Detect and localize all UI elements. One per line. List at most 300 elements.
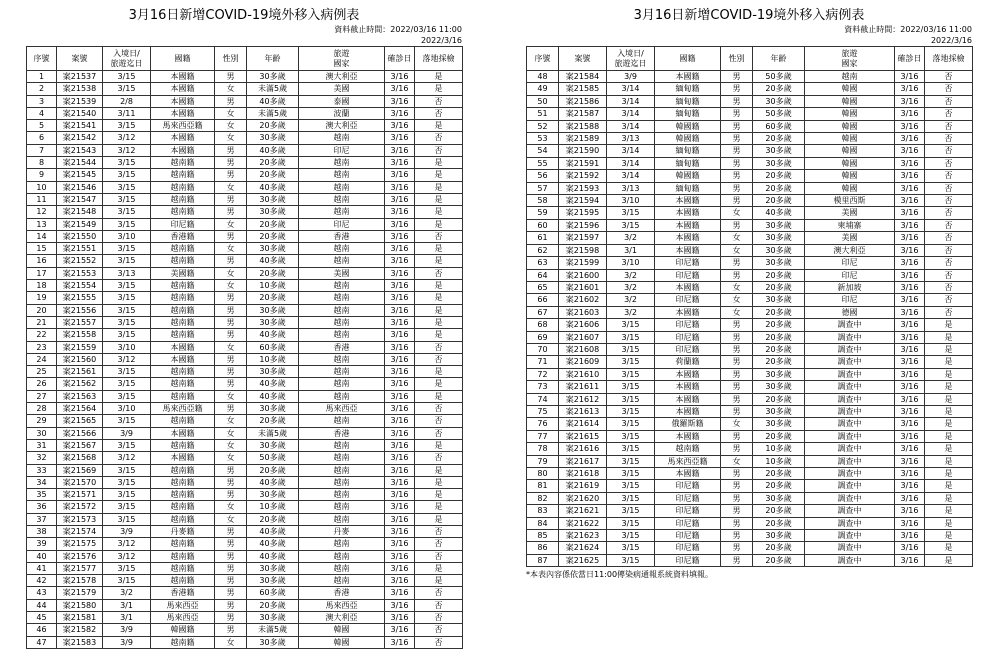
table-row bbox=[27, 476, 463, 488]
table-row bbox=[27, 624, 463, 636]
cell-seq: 61 bbox=[527, 232, 559, 244]
cell-case-no: 案21558 bbox=[57, 329, 103, 341]
cell-arrival-test: 是 bbox=[925, 492, 973, 504]
cell-age: 20多歲 bbox=[753, 393, 805, 405]
cell-arrival-test: 是 bbox=[415, 378, 463, 390]
cell-age: 20多歲 bbox=[753, 331, 805, 343]
header-confirm-date: 確診日 bbox=[385, 47, 415, 71]
table-row bbox=[27, 378, 463, 390]
cell-nationality: 印尼籍 bbox=[151, 218, 215, 230]
cell-travel-country: 越南 bbox=[299, 464, 385, 476]
table-row bbox=[27, 169, 463, 181]
cell-nationality: 越南籍 bbox=[151, 415, 215, 427]
cell-nationality: 越南籍 bbox=[151, 378, 215, 390]
cell-case-no: 案21613 bbox=[559, 405, 607, 417]
cell-arrival-test: 是 bbox=[415, 464, 463, 476]
cell-entry-date: 3/2 bbox=[607, 269, 655, 281]
cell-travel-country: 馬來西亞 bbox=[299, 403, 385, 415]
cell-arrival-test: 否 bbox=[415, 415, 463, 427]
cell-seq: 23 bbox=[27, 341, 57, 353]
cell-travel-country: 越南 bbox=[299, 366, 385, 378]
footnote: *本表內容係依當日11:00傳染病通報系統資料填報。 bbox=[526, 570, 714, 580]
cell-entry-date: 3/1 bbox=[103, 612, 151, 624]
table-row bbox=[527, 306, 973, 318]
cell-entry-date: 3/13 bbox=[103, 267, 151, 279]
table-row bbox=[27, 267, 463, 279]
cell-case-no: 案21575 bbox=[57, 538, 103, 550]
cell-travel-country: 澳大利亞 bbox=[805, 244, 895, 256]
cell-case-no: 案21549 bbox=[57, 218, 103, 230]
cell-travel-country: 越南 bbox=[299, 304, 385, 316]
table-row bbox=[27, 636, 463, 648]
table-row bbox=[527, 430, 973, 442]
cell-confirm-date: 3/16 bbox=[385, 83, 415, 95]
cell-travel-country: 波蘭 bbox=[299, 107, 385, 119]
cell-sex: 男 bbox=[721, 120, 753, 132]
cell-case-no: 案21616 bbox=[559, 443, 607, 455]
cell-nationality: 越南籍 bbox=[151, 292, 215, 304]
cell-age: 50多歲 bbox=[753, 71, 805, 83]
table-row bbox=[27, 230, 463, 242]
cell-nationality: 越南籍 bbox=[151, 513, 215, 525]
cell-confirm-date: 3/16 bbox=[385, 341, 415, 353]
table-row bbox=[527, 157, 973, 169]
cell-seq: 44 bbox=[27, 599, 57, 611]
cell-seq: 57 bbox=[527, 182, 559, 194]
cell-nationality: 越南籍 bbox=[151, 464, 215, 476]
cell-sex: 男 bbox=[721, 530, 753, 542]
table-row bbox=[527, 182, 973, 194]
cell-case-no: 案21580 bbox=[57, 599, 103, 611]
cell-travel-country: 越南 bbox=[299, 255, 385, 267]
table-row bbox=[527, 170, 973, 182]
cell-arrival-test: 否 bbox=[415, 538, 463, 550]
cell-age: 40多歲 bbox=[247, 525, 299, 537]
cell-case-no: 案21588 bbox=[559, 120, 607, 132]
cell-confirm-date: 3/16 bbox=[895, 443, 925, 455]
cell-seq: 29 bbox=[27, 415, 57, 427]
cell-entry-date: 3/15 bbox=[103, 415, 151, 427]
cell-case-no: 案21592 bbox=[559, 170, 607, 182]
cell-age: 30多歲 bbox=[247, 316, 299, 328]
cell-entry-date: 3/15 bbox=[103, 255, 151, 267]
cell-confirm-date: 3/16 bbox=[385, 476, 415, 488]
cell-nationality: 印尼籍 bbox=[655, 517, 721, 529]
cell-arrival-test: 是 bbox=[925, 418, 973, 430]
cell-seq: 1 bbox=[27, 71, 57, 83]
cell-nationality: 越南籍 bbox=[151, 636, 215, 648]
cell-sex: 男 bbox=[215, 169, 247, 181]
cell-seq: 56 bbox=[527, 170, 559, 182]
cell-sex: 男 bbox=[215, 525, 247, 537]
cell-case-no: 案21552 bbox=[57, 255, 103, 267]
table-row bbox=[527, 530, 973, 542]
cell-confirm-date: 3/16 bbox=[385, 513, 415, 525]
cell-entry-date: 3/15 bbox=[607, 505, 655, 517]
cell-age: 未滿5歲 bbox=[247, 427, 299, 439]
cell-sex: 男 bbox=[215, 304, 247, 316]
cell-nationality: 本國籍 bbox=[151, 132, 215, 144]
cell-arrival-test: 否 bbox=[925, 207, 973, 219]
cell-sex: 女 bbox=[215, 415, 247, 427]
cell-travel-country: 韓國 bbox=[805, 182, 895, 194]
cell-nationality: 越南籍 bbox=[151, 562, 215, 574]
table-row bbox=[27, 452, 463, 464]
table-row bbox=[27, 489, 463, 501]
cell-age: 30多歲 bbox=[247, 489, 299, 501]
cell-arrival-test: 否 bbox=[925, 244, 973, 256]
cell-age: 30多歲 bbox=[247, 206, 299, 218]
table-row bbox=[527, 554, 973, 566]
cell-arrival-test: 否 bbox=[415, 624, 463, 636]
cell-nationality: 越南籍 bbox=[151, 169, 215, 181]
cell-age: 20多歲 bbox=[247, 513, 299, 525]
cell-seq: 47 bbox=[27, 636, 57, 648]
table-row bbox=[27, 218, 463, 230]
cell-entry-date: 3/9 bbox=[103, 427, 151, 439]
table-row bbox=[527, 443, 973, 455]
cell-case-no: 案21564 bbox=[57, 403, 103, 415]
cell-sex: 男 bbox=[215, 353, 247, 365]
cell-sex: 男 bbox=[215, 366, 247, 378]
cell-nationality: 本國籍 bbox=[151, 427, 215, 439]
header-sex: 性別 bbox=[721, 47, 753, 71]
cell-arrival-test: 是 bbox=[415, 513, 463, 525]
table-row bbox=[27, 366, 463, 378]
cell-case-no: 案21612 bbox=[559, 393, 607, 405]
cell-seq: 79 bbox=[527, 455, 559, 467]
cell-nationality: 越南籍 bbox=[151, 538, 215, 550]
cell-confirm-date: 3/16 bbox=[385, 439, 415, 451]
cell-age: 20多歲 bbox=[753, 269, 805, 281]
cell-travel-country: 越南 bbox=[299, 329, 385, 341]
cell-confirm-date: 3/16 bbox=[895, 195, 925, 207]
cell-travel-country: 調查中 bbox=[805, 393, 895, 405]
cell-age: 40多歲 bbox=[247, 255, 299, 267]
cell-confirm-date: 3/16 bbox=[385, 181, 415, 193]
cell-case-no: 案21589 bbox=[559, 133, 607, 145]
cell-entry-date: 3/15 bbox=[103, 390, 151, 402]
cell-travel-country: 泰國 bbox=[299, 95, 385, 107]
cell-confirm-date: 3/16 bbox=[895, 294, 925, 306]
cell-arrival-test: 否 bbox=[925, 133, 973, 145]
header-arrival-test: 落地採檢 bbox=[925, 47, 973, 71]
cell-seq: 72 bbox=[527, 368, 559, 380]
cell-sex: 男 bbox=[215, 255, 247, 267]
cell-entry-date: 2/8 bbox=[103, 95, 151, 107]
cell-age: 未滿5歲 bbox=[247, 624, 299, 636]
cell-entry-date: 3/12 bbox=[103, 550, 151, 562]
cell-confirm-date: 3/16 bbox=[385, 329, 415, 341]
cell-travel-country: 越南 bbox=[299, 575, 385, 587]
cell-arrival-test: 否 bbox=[925, 157, 973, 169]
cell-case-no: 案21574 bbox=[57, 525, 103, 537]
cell-confirm-date: 3/16 bbox=[895, 269, 925, 281]
cell-travel-country: 調查中 bbox=[805, 405, 895, 417]
cell-entry-date: 3/2 bbox=[103, 587, 151, 599]
cell-seq: 50 bbox=[527, 95, 559, 107]
cell-nationality: 本國籍 bbox=[655, 71, 721, 83]
cell-confirm-date: 3/16 bbox=[385, 403, 415, 415]
cell-travel-country: 越南 bbox=[299, 157, 385, 169]
cell-confirm-date: 3/16 bbox=[895, 343, 925, 355]
header-case-no: 案號 bbox=[57, 47, 103, 71]
cell-confirm-date: 3/16 bbox=[385, 71, 415, 83]
cell-nationality: 越南籍 bbox=[151, 316, 215, 328]
cell-case-no: 案21551 bbox=[57, 243, 103, 255]
cell-arrival-test: 是 bbox=[415, 193, 463, 205]
header-age: 年齡 bbox=[247, 47, 299, 71]
cell-confirm-date: 3/16 bbox=[385, 366, 415, 378]
cell-case-no: 案21597 bbox=[559, 232, 607, 244]
cell-travel-country: 越南 bbox=[299, 489, 385, 501]
cell-seq: 69 bbox=[527, 331, 559, 343]
table-row bbox=[27, 132, 463, 144]
table-row bbox=[27, 501, 463, 513]
cell-nationality: 緬甸籍 bbox=[655, 145, 721, 157]
table-header-row bbox=[27, 47, 463, 71]
data-cutoff-time: 資料截止時間：2022/03/16 11:00 bbox=[334, 25, 462, 34]
cell-arrival-test: 是 bbox=[415, 476, 463, 488]
cell-case-no: 案21573 bbox=[57, 513, 103, 525]
cell-seq: 63 bbox=[527, 257, 559, 269]
cell-travel-country: 越南 bbox=[299, 243, 385, 255]
table-row bbox=[27, 329, 463, 341]
cell-entry-date: 3/15 bbox=[607, 343, 655, 355]
cell-confirm-date: 3/16 bbox=[385, 157, 415, 169]
cell-entry-date: 3/2 bbox=[607, 232, 655, 244]
table-row bbox=[27, 181, 463, 193]
cell-sex: 女 bbox=[215, 390, 247, 402]
cell-nationality: 越南籍 bbox=[151, 304, 215, 316]
cell-confirm-date: 3/16 bbox=[895, 492, 925, 504]
cell-seq: 78 bbox=[527, 443, 559, 455]
table-row bbox=[27, 403, 463, 415]
cell-confirm-date: 3/16 bbox=[385, 206, 415, 218]
cell-confirm-date: 3/16 bbox=[385, 464, 415, 476]
cell-confirm-date: 3/16 bbox=[895, 83, 925, 95]
cell-age: 20多歲 bbox=[247, 169, 299, 181]
cell-travel-country: 調查中 bbox=[805, 554, 895, 566]
cell-confirm-date: 3/16 bbox=[895, 381, 925, 393]
cell-case-no: 案21562 bbox=[57, 378, 103, 390]
cell-arrival-test: 否 bbox=[925, 281, 973, 293]
cell-age: 40多歲 bbox=[247, 538, 299, 550]
cell-entry-date: 3/15 bbox=[103, 83, 151, 95]
cell-confirm-date: 3/16 bbox=[895, 232, 925, 244]
cell-case-no: 案21609 bbox=[559, 356, 607, 368]
cell-nationality: 本國籍 bbox=[655, 306, 721, 318]
cell-entry-date: 3/9 bbox=[103, 624, 151, 636]
cell-nationality: 緬甸籍 bbox=[655, 95, 721, 107]
cell-nationality: 韓國籍 bbox=[655, 170, 721, 182]
header-confirm-date: 確診日 bbox=[895, 47, 925, 71]
cell-seq: 65 bbox=[527, 281, 559, 293]
cell-confirm-date: 3/16 bbox=[895, 71, 925, 83]
cell-entry-date: 3/15 bbox=[103, 304, 151, 316]
table-row bbox=[527, 468, 973, 480]
table-row bbox=[27, 575, 463, 587]
cell-age: 20多歲 bbox=[753, 505, 805, 517]
cell-case-no: 案21586 bbox=[559, 95, 607, 107]
cell-confirm-date: 3/16 bbox=[385, 304, 415, 316]
cell-case-no: 案21582 bbox=[57, 624, 103, 636]
cell-confirm-date: 3/16 bbox=[385, 612, 415, 624]
cell-travel-country: 越南 bbox=[805, 71, 895, 83]
header-seq: 序號 bbox=[527, 47, 559, 71]
cell-entry-date: 3/15 bbox=[607, 530, 655, 542]
cell-entry-date: 3/15 bbox=[607, 468, 655, 480]
cell-travel-country: 調查中 bbox=[805, 517, 895, 529]
page-right bbox=[526, 0, 972, 581]
cell-seq: 70 bbox=[527, 343, 559, 355]
cell-travel-country: 韓國 bbox=[299, 624, 385, 636]
cell-sex: 男 bbox=[215, 378, 247, 390]
cell-confirm-date: 3/16 bbox=[895, 281, 925, 293]
cell-travel-country: 美國 bbox=[805, 207, 895, 219]
cell-age: 40多歲 bbox=[247, 95, 299, 107]
cell-confirm-date: 3/16 bbox=[895, 542, 925, 554]
cell-entry-date: 3/9 bbox=[103, 636, 151, 648]
cell-seq: 18 bbox=[27, 280, 57, 292]
cell-entry-date: 3/15 bbox=[103, 120, 151, 132]
cell-case-no: 案21595 bbox=[559, 207, 607, 219]
cell-nationality: 緬甸籍 bbox=[655, 157, 721, 169]
cell-seq: 83 bbox=[527, 505, 559, 517]
cell-entry-date: 3/1 bbox=[103, 599, 151, 611]
table-row bbox=[27, 304, 463, 316]
cell-sex: 男 bbox=[215, 316, 247, 328]
cell-sex: 男 bbox=[215, 489, 247, 501]
cell-case-no: 案21554 bbox=[57, 280, 103, 292]
cell-nationality: 緬甸籍 bbox=[655, 182, 721, 194]
header-entry-date: 入境日/ 旅遊迄日 bbox=[607, 47, 655, 71]
cell-seq: 68 bbox=[527, 319, 559, 331]
cell-sex: 男 bbox=[721, 145, 753, 157]
cell-age: 10多歲 bbox=[247, 353, 299, 365]
cell-arrival-test: 否 bbox=[415, 587, 463, 599]
cell-age: 30多歲 bbox=[753, 244, 805, 256]
cell-confirm-date: 3/16 bbox=[895, 530, 925, 542]
cell-sex: 男 bbox=[215, 71, 247, 83]
cell-nationality: 越南籍 bbox=[151, 575, 215, 587]
cell-nationality: 印尼籍 bbox=[655, 343, 721, 355]
cell-age: 20多歲 bbox=[753, 170, 805, 182]
cell-age: 20多歲 bbox=[753, 430, 805, 442]
cell-nationality: 越南籍 bbox=[151, 476, 215, 488]
cell-nationality: 印尼籍 bbox=[655, 530, 721, 542]
cell-nationality: 馬來西亞籍 bbox=[655, 455, 721, 467]
cell-case-no: 案21547 bbox=[57, 193, 103, 205]
cell-nationality: 印尼籍 bbox=[655, 554, 721, 566]
cell-seq: 58 bbox=[527, 195, 559, 207]
cell-age: 20多歲 bbox=[753, 517, 805, 529]
cell-case-no: 案21538 bbox=[57, 83, 103, 95]
table-row bbox=[527, 405, 973, 417]
cell-confirm-date: 3/16 bbox=[895, 405, 925, 417]
cell-age: 30多歲 bbox=[247, 403, 299, 415]
cell-nationality: 本國籍 bbox=[151, 71, 215, 83]
cell-confirm-date: 3/16 bbox=[895, 455, 925, 467]
cell-confirm-date: 3/16 bbox=[895, 430, 925, 442]
cell-case-no: 案21556 bbox=[57, 304, 103, 316]
cell-entry-date: 3/15 bbox=[103, 562, 151, 574]
cell-travel-country: 印尼 bbox=[805, 294, 895, 306]
cell-seq: 54 bbox=[527, 145, 559, 157]
cell-confirm-date: 3/16 bbox=[385, 243, 415, 255]
case-table bbox=[26, 46, 463, 649]
table-row bbox=[27, 439, 463, 451]
cell-age: 20多歲 bbox=[247, 120, 299, 132]
cell-age: 20多歲 bbox=[753, 356, 805, 368]
cell-arrival-test: 是 bbox=[925, 405, 973, 417]
cell-travel-country: 澳大利亞 bbox=[299, 612, 385, 624]
cell-sex: 男 bbox=[721, 331, 753, 343]
cell-age: 20多歲 bbox=[753, 281, 805, 293]
cell-sex: 女 bbox=[215, 181, 247, 193]
cell-seq: 31 bbox=[27, 439, 57, 451]
cell-seq: 51 bbox=[527, 108, 559, 120]
cell-case-no: 案21569 bbox=[57, 464, 103, 476]
cell-travel-country: 調查中 bbox=[805, 542, 895, 554]
cell-entry-date: 3/12 bbox=[103, 538, 151, 550]
cell-confirm-date: 3/16 bbox=[895, 356, 925, 368]
cell-confirm-date: 3/16 bbox=[895, 331, 925, 343]
cell-nationality: 荷蘭籍 bbox=[655, 356, 721, 368]
cell-age: 30多歲 bbox=[247, 636, 299, 648]
cell-travel-country: 丹麥 bbox=[299, 525, 385, 537]
cell-entry-date: 3/2 bbox=[607, 294, 655, 306]
page-left bbox=[26, 0, 462, 649]
cell-age: 30多歲 bbox=[247, 132, 299, 144]
cell-case-no: 案21593 bbox=[559, 182, 607, 194]
cell-sex: 男 bbox=[721, 542, 753, 554]
cell-case-no: 案21577 bbox=[57, 562, 103, 574]
cell-confirm-date: 3/16 bbox=[895, 319, 925, 331]
cell-nationality: 本國籍 bbox=[655, 281, 721, 293]
cell-entry-date: 3/15 bbox=[103, 329, 151, 341]
cell-confirm-date: 3/16 bbox=[385, 267, 415, 279]
cell-travel-country: 香港 bbox=[299, 587, 385, 599]
cell-sex: 男 bbox=[215, 538, 247, 550]
table-row bbox=[27, 427, 463, 439]
cell-confirm-date: 3/16 bbox=[385, 169, 415, 181]
cell-entry-date: 3/2 bbox=[607, 306, 655, 318]
cell-case-no: 案21539 bbox=[57, 95, 103, 107]
cell-arrival-test: 是 bbox=[925, 505, 973, 517]
cell-arrival-test: 否 bbox=[925, 306, 973, 318]
cell-sex: 女 bbox=[215, 341, 247, 353]
table-row bbox=[27, 120, 463, 132]
cell-case-no: 案21606 bbox=[559, 319, 607, 331]
cell-sex: 女 bbox=[215, 132, 247, 144]
cell-nationality: 越南籍 bbox=[151, 193, 215, 205]
cell-travel-country: 韓國 bbox=[805, 108, 895, 120]
cell-seq: 81 bbox=[527, 480, 559, 492]
cell-nationality: 印尼籍 bbox=[655, 294, 721, 306]
cell-nationality: 本國籍 bbox=[151, 83, 215, 95]
cell-entry-date: 3/14 bbox=[607, 95, 655, 107]
cell-case-no: 案21560 bbox=[57, 353, 103, 365]
cell-arrival-test: 否 bbox=[925, 170, 973, 182]
cell-age: 20多歲 bbox=[753, 133, 805, 145]
cell-arrival-test: 是 bbox=[925, 356, 973, 368]
cell-seq: 75 bbox=[527, 405, 559, 417]
cell-arrival-test: 是 bbox=[415, 489, 463, 501]
cell-entry-date: 3/15 bbox=[607, 368, 655, 380]
cell-travel-country: 美國 bbox=[299, 267, 385, 279]
cell-nationality: 本國籍 bbox=[655, 232, 721, 244]
